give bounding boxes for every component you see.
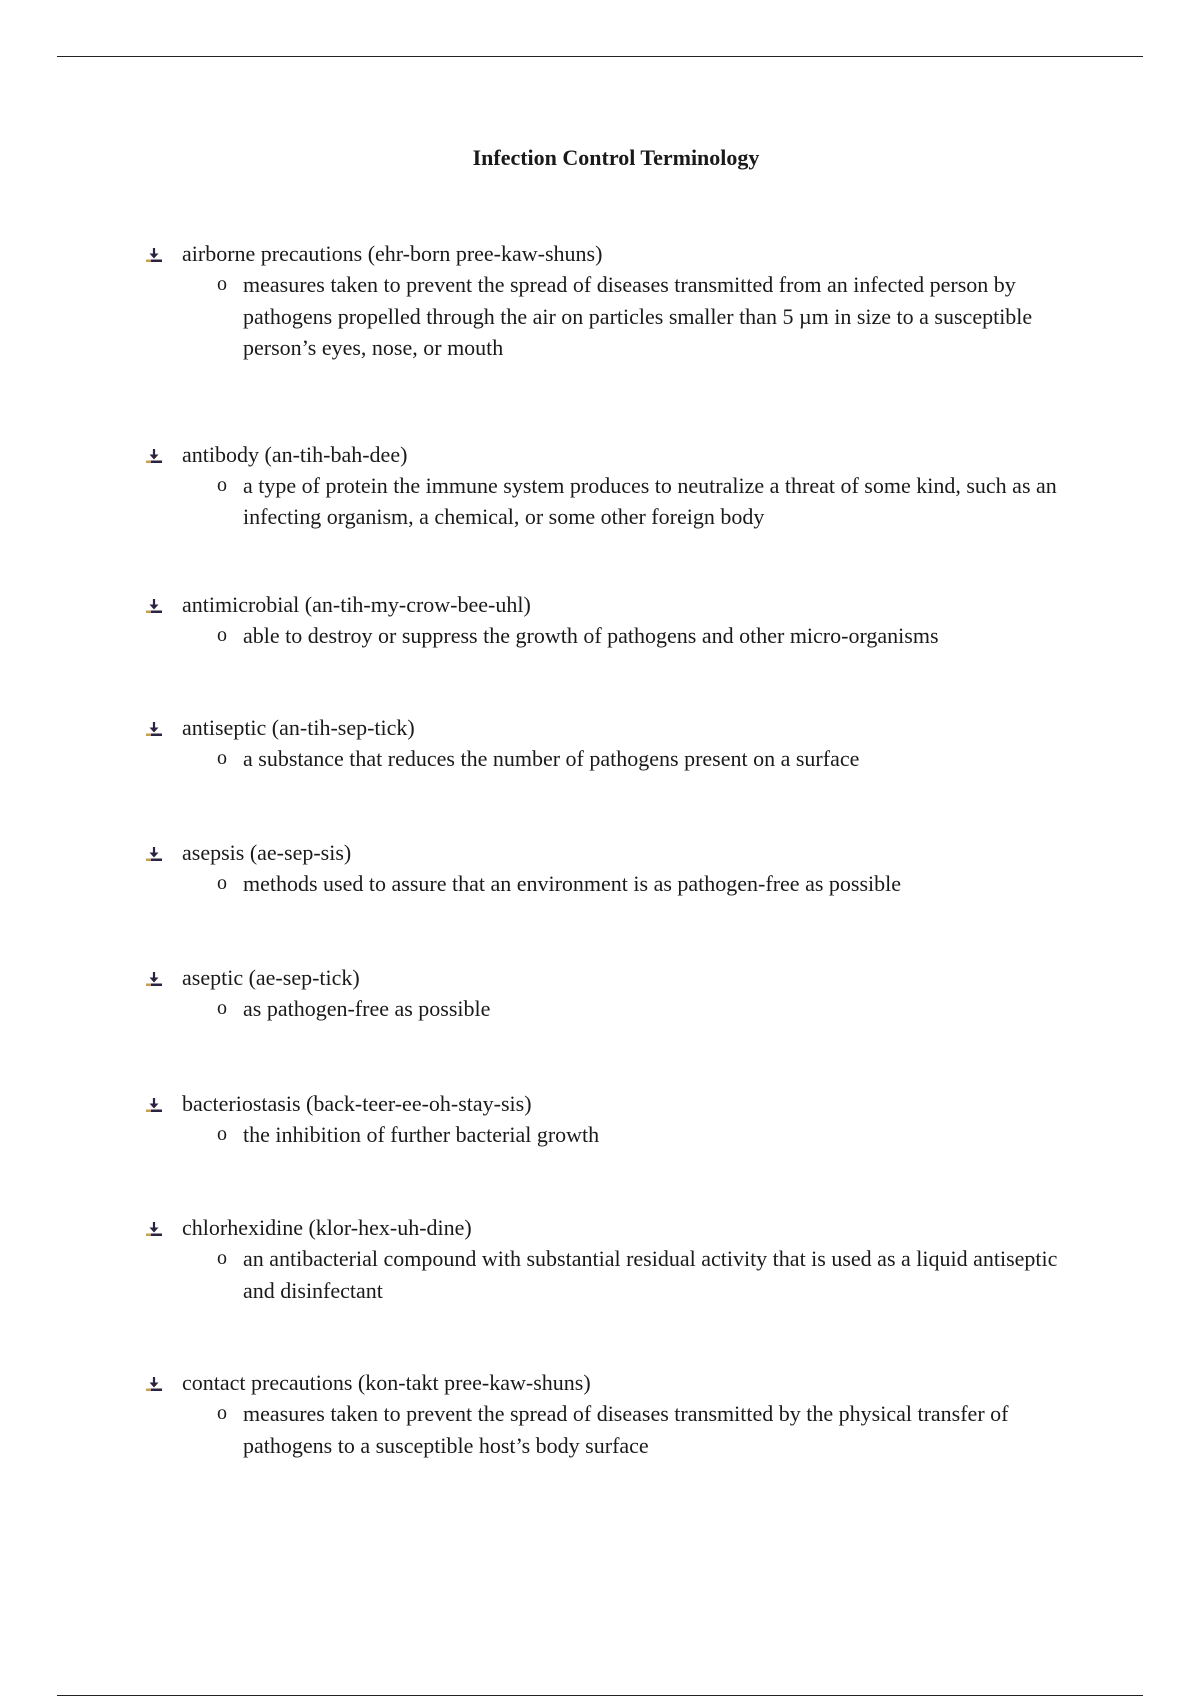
term-definition: measures taken to prevent the spread of diseases transmitted by the physical transfer of pathogens to a susceptible host’s body surface <box>243 1401 1009 1458</box>
term-definition: able to destroy or suppress the growth of pathogens and other micro-organisms <box>243 622 939 648</box>
term-list <box>145 239 1085 1461</box>
term-label: antibody (an-tih-bah-dee) <box>182 441 408 467</box>
term-label: aseptic (ae-sep-tick) <box>182 965 360 990</box>
term-label: antimicrobial (an-tih-my-crow-bee-uhl) <box>182 591 531 617</box>
term-item <box>145 590 1085 652</box>
term-label: bacteriostasis (back-teer-ee-oh-stay-sis) <box>182 1090 532 1116</box>
term-item <box>145 440 1085 533</box>
term-definition: a substance that reduces the number of pathogens present on a surface <box>243 746 860 771</box>
circle-marker: o <box>217 1122 227 1145</box>
term-label: contact precautions (kon-takt pree-kaw-shuns) <box>182 1370 591 1395</box>
arrow-down-underline-icon <box>145 838 163 868</box>
term-definition: methods used to assure that an environment is as pathogen-free as possible <box>243 870 902 896</box>
term-item <box>145 963 1085 1025</box>
term-definition: a type of protein the immune system produces to neutralize a threat of some kind, such as an infecting organism, a chemical, or some other foreign body <box>243 472 1057 529</box>
arrow-down-underline-icon <box>145 590 163 620</box>
term-label: asepsis (ae-sep-sis) <box>182 839 352 865</box>
circle-marker: o <box>217 747 227 769</box>
term-definition: as pathogen-free as possible <box>243 996 491 1021</box>
arrow-down-underline-icon <box>145 1368 163 1398</box>
arrow-down-underline-icon <box>145 1213 163 1243</box>
term-definition: an antibacterial compound with substantial residual activity that is used as a liquid antiseptic and disinfectant <box>243 1246 1058 1303</box>
arrow-down-underline-icon <box>145 239 163 269</box>
term-label: antiseptic (an-tih-sep-tick) <box>182 715 415 740</box>
arrow-down-underline-icon <box>145 713 163 743</box>
circle-marker: o <box>217 997 227 1019</box>
footer-rule <box>57 1695 1143 1696</box>
circle-marker: o <box>217 1247 227 1269</box>
term-item <box>145 1089 1085 1151</box>
circle-marker: o <box>217 473 227 496</box>
arrow-down-underline-icon <box>145 963 163 993</box>
circle-marker: o <box>217 1402 227 1424</box>
arrow-down-underline-icon <box>145 440 163 470</box>
term-item <box>145 239 1085 364</box>
arrow-down-underline-icon <box>145 1089 163 1119</box>
term-label: chlorhexidine (klor-hex-uh-dine) <box>182 1215 472 1240</box>
term-definition: the inhibition of further bacterial growth <box>243 1121 600 1147</box>
term-item <box>145 1213 1085 1306</box>
term-definition: measures taken to prevent the spread of diseases transmitted from an infected person by pathogens propelled through the air on particles smaller than 5 µm in size to a susceptible person’s eyes, nose, or mouth <box>243 272 1033 360</box>
term-item <box>145 1368 1085 1461</box>
circle-marker: o <box>217 273 227 295</box>
circle-marker: o <box>217 623 227 646</box>
circle-marker: o <box>217 871 227 894</box>
term-label: airborne precautions (ehr-born pree-kaw-shuns) <box>182 241 603 266</box>
header-rule <box>57 56 1143 57</box>
term-item <box>145 838 1085 900</box>
page-title: Infection Control Terminology <box>472 145 760 170</box>
term-item <box>145 713 1085 775</box>
